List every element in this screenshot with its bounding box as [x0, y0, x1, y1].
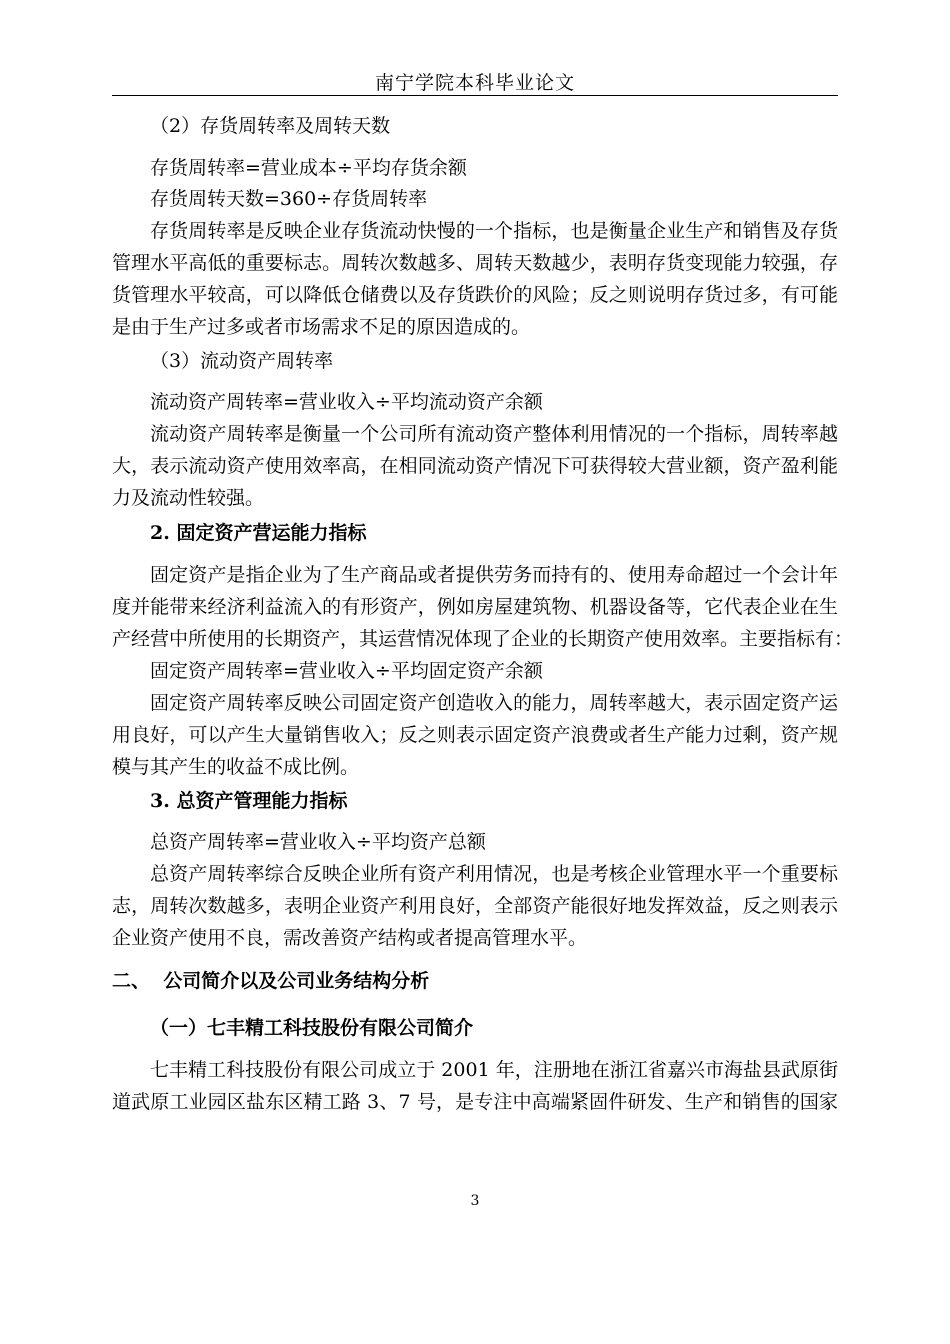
subsection-heading-company-intro: （一）七丰精工科技股份有限公司简介	[150, 1017, 474, 1039]
paragraph-line: 七丰精工科技股份有限公司成立于 2001 年，注册地在浙江省嘉兴市海盐县武原街	[150, 1059, 838, 1081]
subheading-inventory-turnover: （2）存货周转率及周转天数	[150, 115, 391, 137]
paragraph-line: 固定资产是指企业为了生产商品或者提供劳务而持有的、使用寿命超过一个会计年	[150, 564, 838, 586]
running-header: 南宁学院本科毕业论文	[374, 72, 575, 94]
formula-current-asset-turnover: 流动资产周转率=营业收入÷平均流动资产余额	[150, 391, 543, 413]
section-heading-fixed-assets: 2. 固定资产营运能力指标	[150, 522, 367, 544]
chapter-heading-company-profile: 二、 公司简介以及公司业务结构分析	[112, 970, 430, 992]
paragraph-line: 模与其产生的收益不成比例。	[112, 756, 360, 778]
paragraph-line: 流动资产周转率是衡量一个公司所有流动资产整体利用情况的一个指标，周转率越	[150, 423, 838, 445]
paragraph-line: 管理水平高低的重要标志。周转次数越多、周转天数越少，表明存货变现能力较强，存	[112, 252, 838, 274]
paragraph-line: 企业资产使用不良，需改善资产结构或者提高管理水平。	[112, 927, 588, 949]
formula-inventory-turnover: 存货周转率=营业成本÷平均存货余额	[150, 157, 467, 179]
paragraph-line: 产经营中所使用的长期资产，其运营情况体现了企业的长期资产使用效率。主要指标有：	[112, 628, 854, 650]
paragraph-line: 大，表示流动资产使用效率高，在相同流动资产情况下可获得较大营业额，资产盈利能	[112, 455, 838, 477]
formula-inventory-days: 存货周转天数=360÷存货周转率	[150, 188, 428, 210]
formula-fixed-asset-turnover: 固定资产周转率=营业收入÷平均固定资产余额	[150, 660, 543, 682]
section-heading-total-assets: 3. 总资产管理能力指标	[150, 790, 348, 812]
paragraph-line: 总资产周转率综合反映企业所有资产利用情况，也是考核企业管理水平一个重要标	[150, 863, 838, 885]
paragraph-line: 存货周转率是反映企业存货流动快慢的一个指标，也是衡量企业生产和销售及存货	[150, 220, 838, 242]
page-number: 3	[470, 1193, 480, 1209]
formula-total-asset-turnover: 总资产周转率=营业收入÷平均资产总额	[150, 831, 486, 853]
paragraph-line: 固定资产周转率反映公司固定资产创造收入的能力，周转率越大，表示固定资产运	[150, 692, 838, 714]
paragraph-line: 志，周转次数越多，表明企业资产利用良好，全部资产能很好地发挥效益，反之则表示	[112, 895, 838, 917]
paragraph-line: 道武原工业园区盐东区精工路 3、7 号，是专注中高端紧固件研发、生产和销售的国家	[112, 1091, 838, 1113]
paragraph-line: 货管理水平较高，可以降低仓储费以及存货跌价的风险；反之则说明存货过多，有可能	[112, 284, 838, 306]
paragraph-line: 度并能带来经济利益流入的有形资产，例如房屋建筑物、机器设备等，它代表企业在生	[112, 596, 838, 618]
paragraph-line: 用良好，可以产生大量销售收入；反之则表示固定资产浪费或者生产能力过剩，资产规	[112, 724, 838, 746]
paragraph-line: 力及流动性较强。	[112, 487, 265, 509]
header-rule	[112, 95, 838, 96]
subheading-current-asset-turnover: （3）流动资产周转率	[150, 350, 334, 372]
paragraph-line: 是由于生产过多或者市场需求不足的原因造成的。	[112, 316, 531, 338]
